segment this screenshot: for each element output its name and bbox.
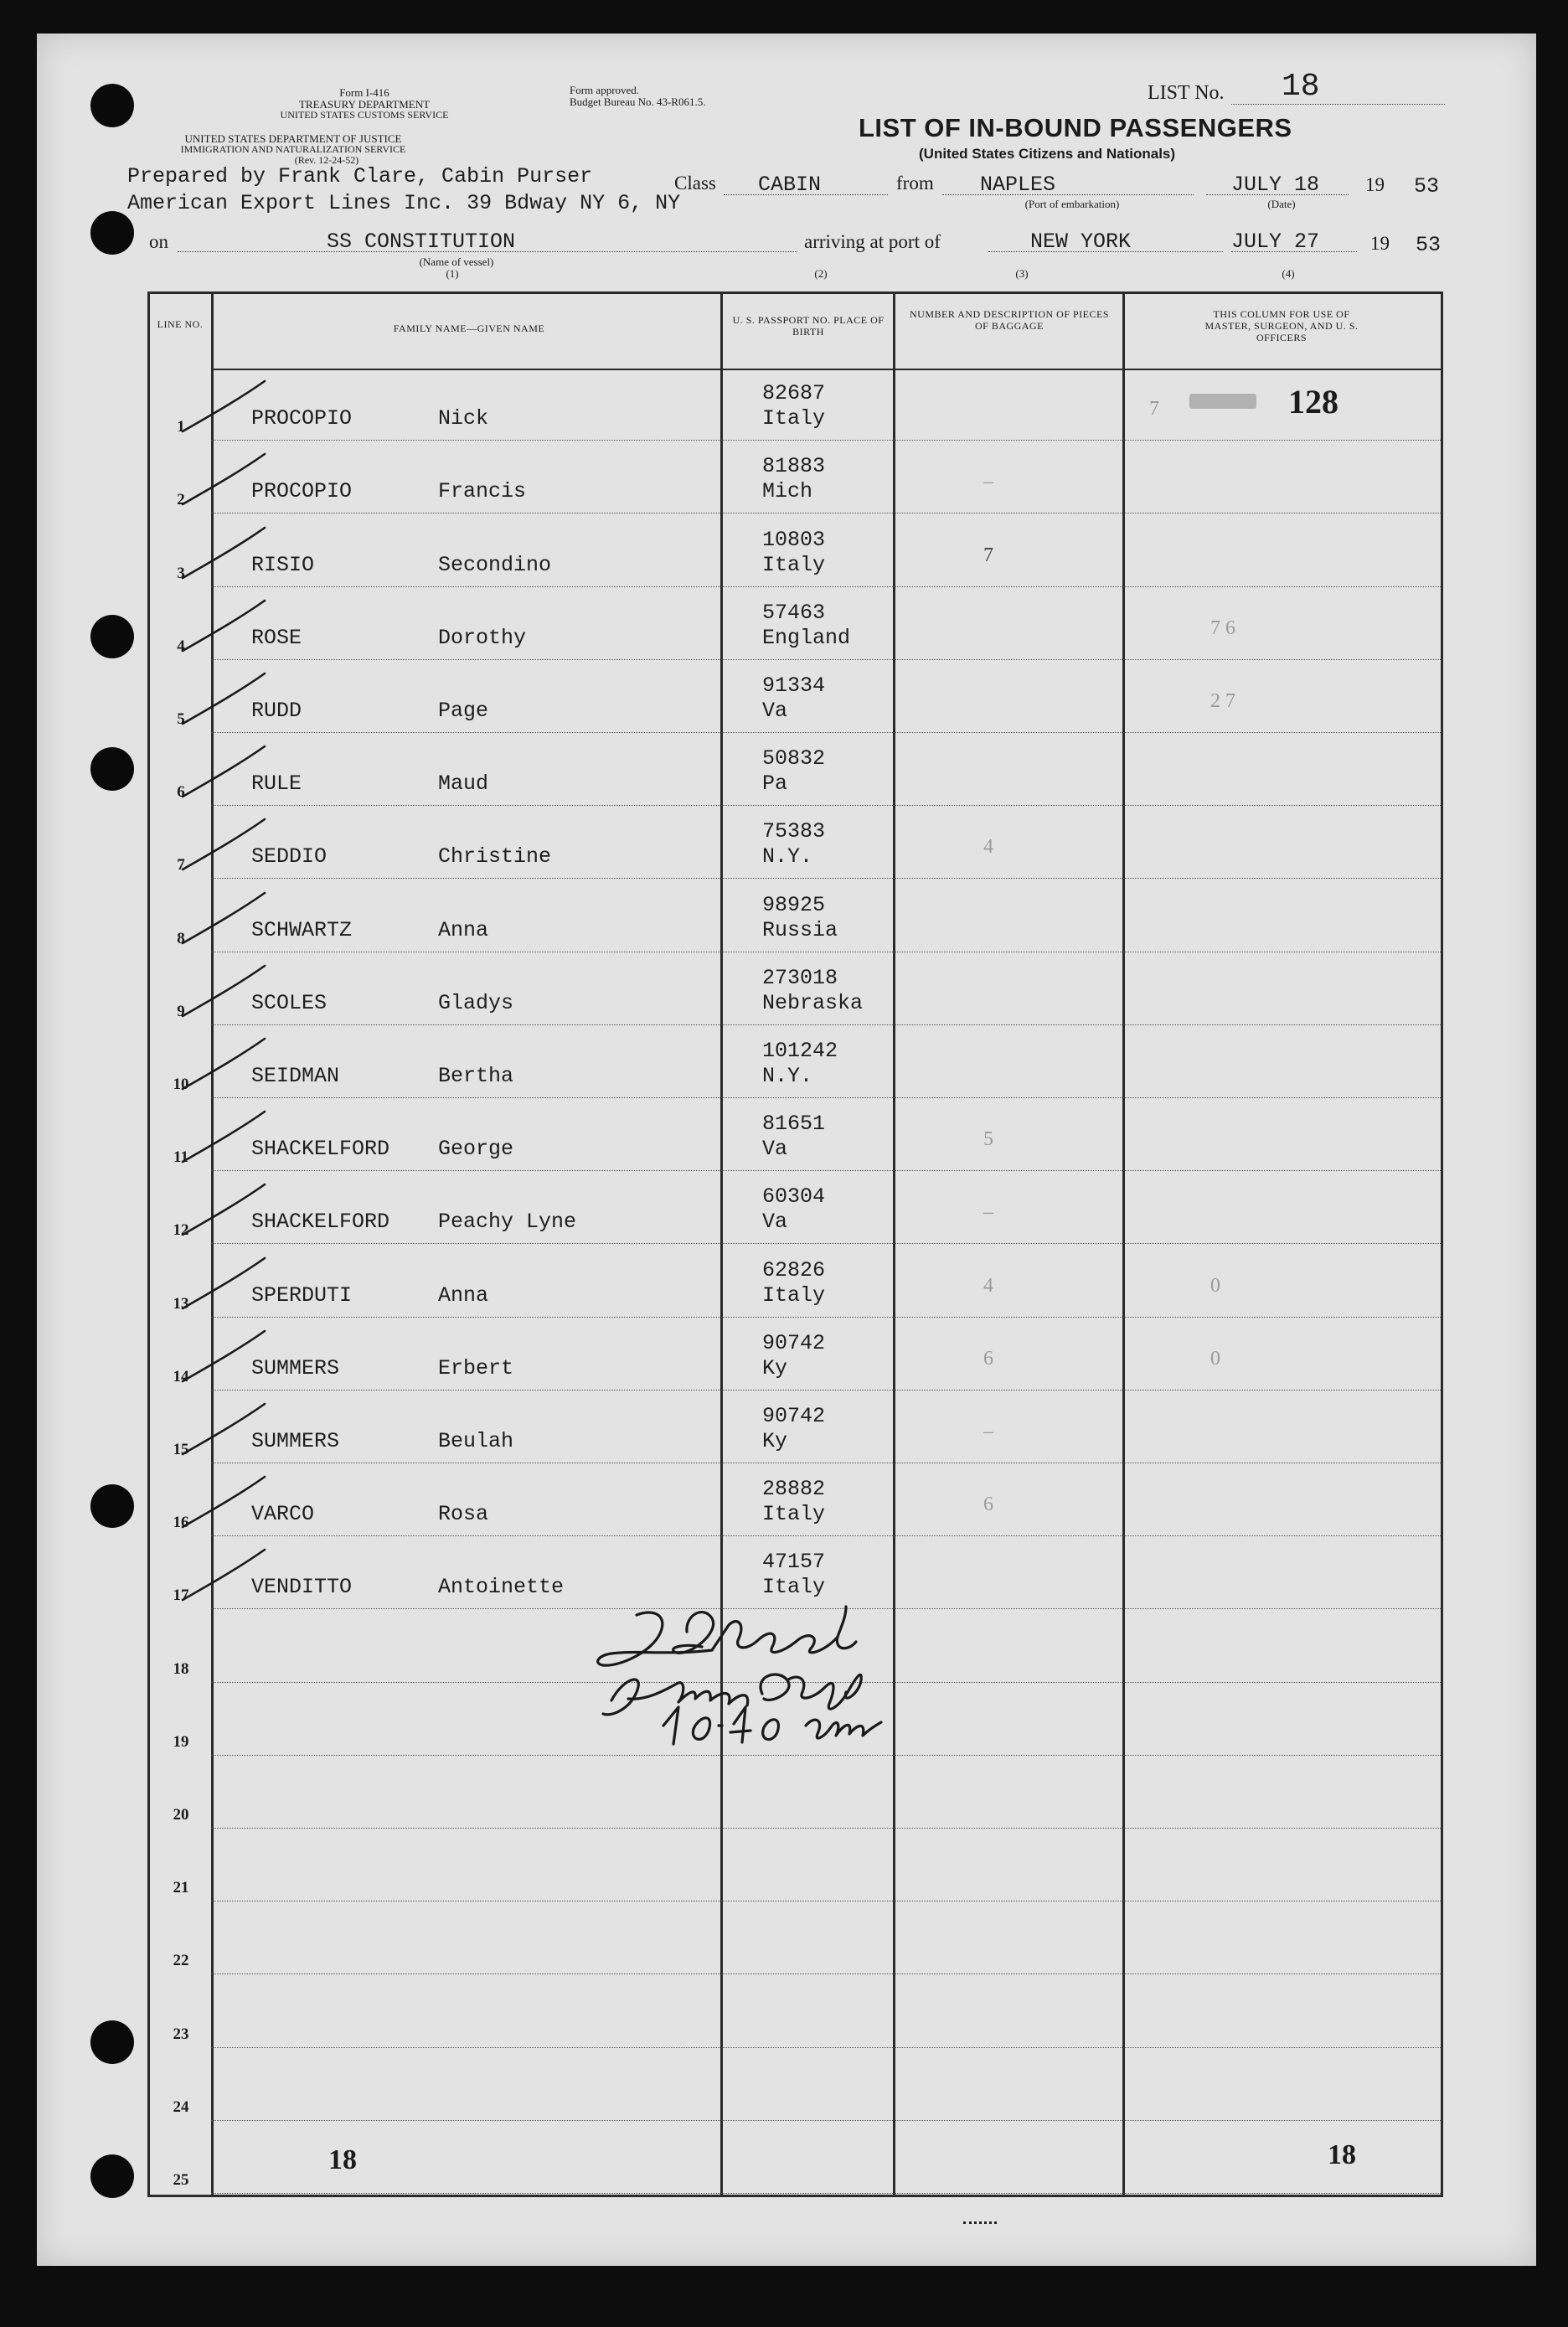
baggage-count: 4	[983, 1274, 993, 1297]
header-passport: U. S. PASSPORT NO. PLACE OF BIRTH	[732, 314, 885, 338]
arriving-label: arriving at port of	[804, 231, 941, 252]
arrival-date: JULY 27	[1231, 230, 1320, 254]
dept-treasury: TREASURY DEPARTMENT	[298, 98, 431, 111]
place-of-birth: Ky	[762, 1429, 788, 1453]
family-name: SCOLES	[251, 990, 328, 1015]
given-name: Anna	[438, 917, 489, 942]
list-number-label: LIST No.	[1148, 82, 1225, 104]
list-number-underline	[1231, 104, 1445, 105]
line-number: 5	[177, 710, 185, 728]
header-separator	[211, 369, 1442, 370]
given-name: Secondino	[438, 552, 552, 577]
line-number: 16	[173, 1514, 189, 1532]
passport-number: 273018	[762, 965, 838, 990]
line-number: 7	[177, 856, 185, 875]
given-name: Bertha	[438, 1064, 514, 1088]
officer-note: 0	[1210, 1347, 1220, 1370]
form-number: Form I-416	[339, 86, 389, 99]
line-number: 6	[177, 783, 185, 802]
arrival-date-column-number: (4)	[1282, 267, 1295, 280]
passport-number: 98925	[762, 892, 826, 917]
row-divider	[211, 2193, 1441, 2194]
row-divider	[211, 1317, 1441, 1318]
officer-note: 7	[1149, 398, 1159, 421]
line-number: 23	[173, 2025, 189, 2043]
check-mark	[178, 1472, 278, 1539]
place-of-birth: Russia	[762, 917, 838, 942]
check-mark	[178, 1326, 278, 1393]
line-number: 3	[177, 564, 185, 582]
officer-stamp-smudge	[1189, 394, 1256, 409]
dept-justice: UNITED STATES DEPARTMENT OF JUSTICE	[184, 132, 402, 145]
row-divider	[211, 1243, 1441, 1244]
family-name: RUDD	[251, 699, 302, 723]
place-of-birth: N.Y.	[762, 1064, 813, 1088]
given-name: Page	[438, 699, 489, 723]
row-divider	[211, 1828, 1441, 1829]
passport-number: 91334	[762, 673, 826, 698]
vessel-name: SS CONSTITUTION	[327, 230, 516, 254]
place-of-birth: Italy	[762, 406, 826, 431]
given-name: Dorothy	[438, 625, 527, 650]
family-name: RISIO	[251, 552, 315, 577]
row-divider	[211, 1024, 1441, 1025]
family-name: SHACKELFORD	[251, 1137, 390, 1162]
row-divider	[211, 1097, 1441, 1098]
dept-immigration: IMMIGRATION AND NATURALIZATION SERVICE	[180, 143, 406, 155]
passport-number: 75383	[762, 819, 826, 844]
row-divider	[211, 732, 1441, 733]
row-divider	[211, 586, 1441, 587]
passport-number: 47157	[762, 1550, 826, 1575]
check-mark	[178, 1399, 278, 1466]
vessel-column-number: (1)	[446, 267, 459, 280]
check-mark	[178, 449, 278, 516]
passport-number: 10803	[762, 527, 826, 552]
family-name: RULE	[251, 771, 302, 797]
line-number: 13	[173, 1294, 189, 1313]
header-baggage: NUMBER AND DESCRIPTION OF PIECES OF BAGGAGE	[909, 308, 1110, 332]
footer-count-right: 18	[1328, 2139, 1356, 2170]
family-name: SPERDUTI	[251, 1282, 353, 1308]
family-name: SCHWARTZ	[251, 917, 353, 942]
check-mark	[178, 1107, 278, 1174]
given-name: Francis	[438, 479, 527, 504]
form-revision: (Rev. 12-24-52)	[294, 154, 359, 166]
family-name: PROCOPIO	[251, 406, 353, 431]
given-name: Antoinette	[438, 1575, 565, 1600]
place-of-birth: Va	[762, 699, 788, 723]
baggage-count: 5	[983, 1128, 993, 1151]
check-mark	[178, 961, 278, 1028]
place-of-birth: Italy	[762, 1502, 826, 1527]
punch-hole	[90, 84, 134, 127]
punch-hole	[90, 2020, 134, 2064]
col-divider-name	[720, 292, 723, 2197]
row-divider	[211, 1535, 1441, 1536]
arrival-port-column-number: (3)	[1015, 267, 1029, 280]
passport-number: 50832	[762, 746, 826, 771]
family-name: SUMMERS	[251, 1355, 340, 1380]
prepared-by: Prepared by Frank Clare, Cabin Purser	[127, 164, 593, 188]
place-of-birth: Va	[762, 1137, 788, 1162]
place-of-birth: N.Y.	[762, 844, 813, 869]
line-number: 22	[173, 1952, 189, 1970]
row-divider	[211, 659, 1441, 660]
form-title: LIST OF IN-BOUND PASSENGERS	[859, 113, 1292, 142]
given-name: Rosa	[438, 1502, 489, 1527]
line-number: 15	[173, 1441, 189, 1458]
table-top-border	[147, 292, 1442, 294]
line-number: 11	[173, 1148, 188, 1167]
header-officers: THIS COLUMN FOR USE OF MASTER, SURGEON, AND U. S. OFFICERS	[1204, 308, 1359, 343]
check-mark	[178, 741, 278, 808]
row-divider	[211, 878, 1441, 879]
passport-number: 81883	[762, 454, 826, 479]
officer-note: 0	[1210, 1274, 1220, 1297]
officer-stamp-value: 128	[1288, 383, 1338, 421]
on-label: on	[149, 231, 168, 252]
family-name: SEDDIO	[251, 844, 328, 869]
punch-hole	[90, 615, 134, 658]
line-number: 17	[173, 1587, 189, 1605]
list-number: 18	[1282, 69, 1320, 105]
check-mark	[178, 668, 278, 735]
line-number: 10	[173, 1076, 189, 1093]
date-caption: (Date)	[1267, 198, 1296, 210]
place-of-birth: Italy	[762, 1575, 826, 1600]
given-name: George	[438, 1137, 514, 1162]
col-divider-passport	[893, 292, 895, 2197]
line-number: 24	[173, 2097, 189, 2116]
specks	[963, 2221, 997, 2227]
baggage-count: –	[983, 1201, 993, 1224]
family-name: SUMMERS	[251, 1429, 340, 1453]
from-label: from	[896, 173, 934, 193]
passport-number: 90742	[762, 1404, 826, 1428]
family-name: VARCO	[251, 1502, 315, 1527]
punch-hole	[90, 211, 134, 255]
inspector-signature	[586, 1600, 988, 1759]
arrival-year: 53	[1416, 233, 1442, 257]
check-mark	[178, 888, 278, 955]
footer-count-left: 18	[328, 2144, 357, 2175]
officer-note: 7 6	[1210, 617, 1235, 639]
baggage-count: –	[983, 471, 993, 493]
row-divider	[211, 1170, 1441, 1171]
check-mark	[178, 596, 278, 663]
check-mark	[178, 1253, 278, 1320]
col-divider-baggage	[1122, 292, 1125, 2197]
family-name: PROCOPIO	[251, 479, 353, 504]
check-mark	[178, 523, 278, 590]
embark-port-caption: (Port of embarkation)	[1024, 198, 1120, 210]
officer-note: 2 7	[1210, 690, 1235, 712]
passport-number: 57463	[762, 600, 826, 625]
row-divider	[211, 440, 1441, 441]
row-divider	[211, 805, 1441, 806]
baggage-count: 6	[983, 1347, 993, 1370]
line-number: 18	[173, 1659, 189, 1678]
line-number: 14	[173, 1367, 189, 1385]
embark-year-prefix: 19	[1365, 174, 1385, 195]
given-name: Christine	[438, 844, 552, 869]
header-line-number: LINE NO.	[157, 318, 204, 330]
table-right-border	[1441, 292, 1443, 2197]
passport-number: 81651	[762, 1112, 826, 1137]
place-of-birth: Italy	[762, 552, 826, 577]
arriving-column-number: (2)	[814, 267, 828, 280]
baggage-count: 7	[983, 544, 993, 566]
given-name: Peachy Lyne	[438, 1210, 577, 1235]
place-of-birth: Ky	[762, 1355, 788, 1380]
class-value: CABIN	[758, 173, 822, 197]
header-family-name: FAMILY NAME—GIVEN NAME	[393, 322, 545, 334]
passport-number: 60304	[762, 1184, 826, 1210]
form-subtitle: (United States Citizens and Nationals)	[919, 146, 1176, 162]
check-mark	[178, 376, 278, 443]
place-of-birth: Mich	[762, 479, 813, 504]
line-number: 12	[173, 1221, 189, 1240]
line-number: 21	[173, 1879, 189, 1897]
line-number: 8	[177, 929, 185, 947]
place-of-birth: England	[762, 625, 851, 650]
line-number: 19	[173, 1732, 189, 1751]
budget-bureau-number: Budget Bureau No. 43-R061.5.	[570, 95, 706, 108]
given-name: Erbert	[438, 1355, 514, 1380]
punch-hole	[90, 747, 134, 791]
embark-date: JULY 18	[1231, 173, 1320, 197]
family-name: VENDITTO	[251, 1575, 353, 1600]
baggage-count: –	[983, 1421, 993, 1442]
place-of-birth: Nebraska	[762, 990, 864, 1015]
class-label: Class	[674, 173, 716, 193]
line-number: 2	[177, 491, 185, 509]
line-number: 9	[177, 1002, 185, 1020]
arrival-port: NEW YORK	[1030, 230, 1132, 254]
line-number: 20	[173, 1806, 189, 1824]
vessel-caption: (Name of vessel)	[419, 255, 494, 268]
place-of-birth: Va	[762, 1210, 788, 1235]
family-name: SHACKELFORD	[251, 1210, 390, 1235]
row-divider	[211, 1390, 1441, 1391]
given-name: Gladys	[438, 990, 514, 1015]
line-number: 4	[177, 637, 185, 655]
row-divider	[211, 2047, 1441, 2048]
place-of-birth: Italy	[762, 1282, 826, 1308]
family-name: SEIDMAN	[251, 1064, 340, 1088]
baggage-count: 6	[983, 1494, 993, 1516]
family-name: ROSE	[251, 625, 302, 650]
line-number: 25	[173, 2171, 189, 2189]
given-name: Maud	[438, 771, 489, 797]
table-left-border	[147, 292, 150, 2197]
row-divider	[211, 2120, 1441, 2121]
passport-number: 28882	[762, 1477, 826, 1502]
given-name: Nick	[438, 406, 489, 431]
arrival-year-prefix: 19	[1370, 233, 1390, 254]
baggage-count: 4	[983, 836, 993, 859]
embark-port: NAPLES	[980, 173, 1056, 197]
line-number: 1	[177, 418, 185, 436]
check-mark	[178, 1179, 278, 1246]
passport-number: 90742	[762, 1330, 826, 1355]
passport-number: 101242	[762, 1039, 838, 1063]
dept-customs: UNITED STATES CUSTOMS SERVICE	[280, 109, 449, 121]
company-line: American Export Lines Inc. 39 Bdway NY 6, NY	[127, 191, 681, 215]
check-mark	[178, 1034, 278, 1101]
table-bottom-border	[147, 2195, 1442, 2197]
passport-number: 62826	[762, 1257, 826, 1282]
form-approved: Form approved.	[570, 84, 640, 96]
embark-year: 53	[1414, 174, 1440, 199]
punch-hole	[90, 2154, 134, 2198]
check-mark	[178, 814, 278, 881]
passport-number: 82687	[762, 381, 826, 406]
check-mark	[178, 1545, 278, 1612]
punch-hole	[90, 1484, 134, 1528]
place-of-birth: Pa	[762, 771, 788, 797]
given-name: Anna	[438, 1282, 489, 1308]
given-name: Beulah	[438, 1429, 514, 1453]
